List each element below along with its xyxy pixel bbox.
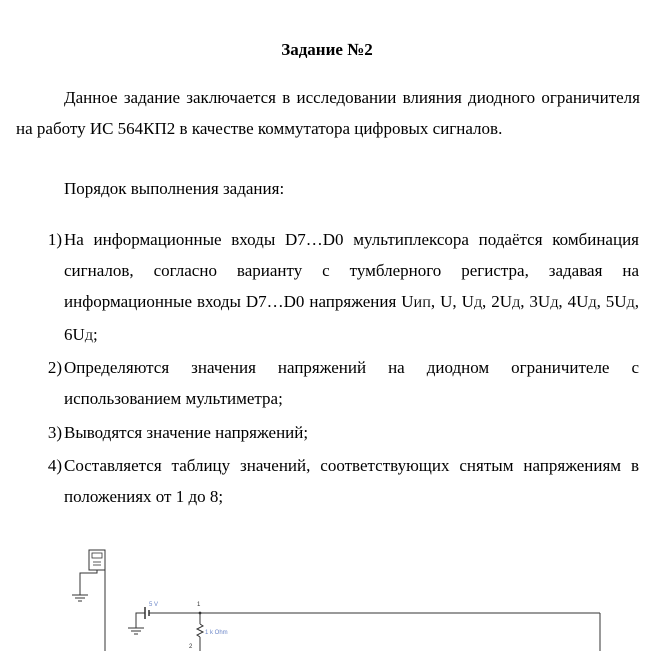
step-1: [47, 224, 639, 352]
step-4-number: 4): [47, 456, 62, 475]
multimeter-icon: [89, 550, 105, 570]
step-1-text-a: На информационные входы D7…D0 мультиплексора подаётся комбинация сигналов, согласно варианту с тумблерного регистра, задавая на информационные входы D7…D0 напряжения U: [64, 230, 639, 311]
step-3-text: Выводятся значение напряжений;: [64, 423, 309, 442]
step-1-text-f: , 5U: [596, 292, 627, 311]
battery-label: 5 V: [149, 602, 159, 608]
node-2-label: 2: [189, 644, 193, 650]
node-1-label: 1: [197, 602, 201, 608]
step-4: [47, 450, 639, 512]
step-3-number: 3): [47, 423, 62, 442]
step-1-sub-d2: Д: [512, 296, 521, 310]
task-title: Задание №2: [281, 40, 373, 59]
step-4-text: Составляется таблицу значений, соответствующих снятым напряжениям в положениях от 1 до 8;: [64, 456, 639, 506]
step-2-number: 2): [47, 358, 62, 377]
step-1-text-h: ;: [92, 325, 98, 344]
step-1-sub-ip: ИП: [413, 296, 431, 310]
junction-dot: [199, 612, 202, 615]
order-heading: Порядок выполнения задания:: [64, 179, 285, 198]
step-3: [47, 417, 639, 448]
step-1-sub-d5: Д: [626, 296, 635, 310]
step-1-sub-d1: Д: [473, 296, 483, 310]
step-1-sub-d4: Д: [588, 296, 597, 310]
resistor-label: 1 k Ohm: [205, 630, 228, 636]
step-1-text-g: , 6U: [64, 292, 639, 344]
step-1-text-e: , 4U: [558, 292, 589, 311]
step-1-number: 1): [47, 230, 62, 249]
step-1-sub-d3: Д: [550, 296, 559, 310]
step-1-text-b: , U, U: [430, 292, 474, 311]
step-2-text: Определяются значения напряжений на диодном ограничителе с использованием мультиметра;: [64, 358, 639, 408]
step-1-text-c: , 2U: [482, 292, 513, 311]
step-1-sub-d6: Д: [84, 329, 93, 343]
circuit-schematic: [0, 540, 654, 651]
battery-icon: [128, 607, 200, 634]
step-1-text-d: , 3U: [520, 292, 551, 311]
resistor-icon: [197, 613, 203, 651]
ground-wire-left: [72, 570, 97, 601]
intro-paragraph: Данное задание заключается в исследовании влияния диодного ограничителя на работу ИС 564КП2 в качестве коммутатора цифровых сигналов.: [16, 88, 640, 138]
step-2: [47, 352, 639, 414]
